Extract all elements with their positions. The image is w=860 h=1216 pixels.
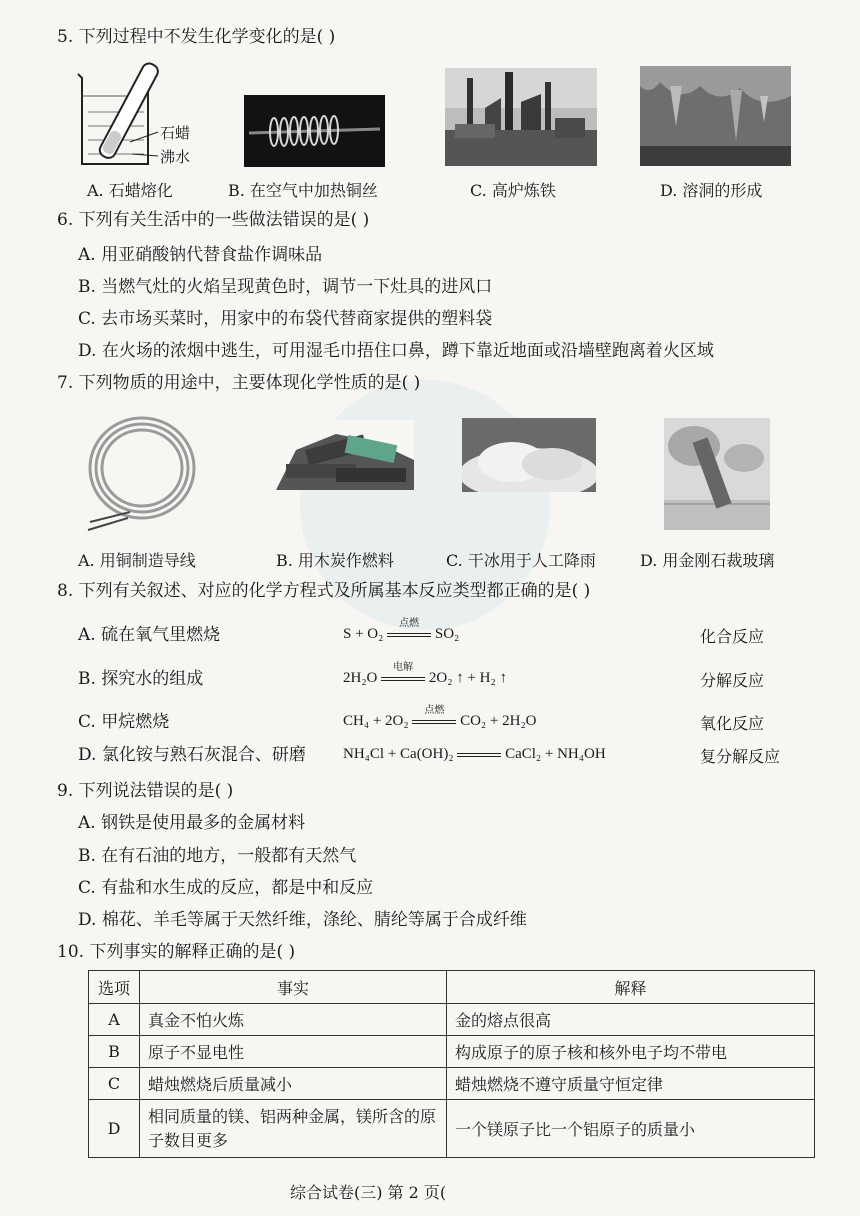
photo-blast-furnace [445,68,597,166]
q9-stem: 9. 下列说法错误的是( ) [57,781,234,801]
q5-option-b: B. 在空气中加热铜丝 [228,181,378,200]
row-option: A [89,1004,140,1036]
q8-row-d-desc: D. 氯化铵与熟石灰混合、研磨 [78,745,306,765]
row-option: D [89,1100,140,1158]
table-row [89,1004,815,1036]
label-paraffin: 石蜡 [160,124,191,142]
q9-option-b: B. 在有石油的地方，一般都有天然气 [78,846,357,866]
q8-row-a-lhs: S + O₂ [343,626,384,642]
q8-row-d-lhs: NH₄Cl + Ca(OH)₂ [343,746,454,762]
table-row [89,1036,815,1068]
header-fact: 事实 [140,971,447,1004]
q8-row-d-equation [343,746,606,763]
q8-row-a-equation [343,618,460,643]
row-explain: 构成原子的原子核和核外电子均不带电 [447,1036,815,1068]
photo-diamond-glass-cutter [664,418,770,530]
q8-row-b-cond: 电解 [393,662,414,673]
q8-row-a-type: 化合反应 [700,627,765,646]
q6-option-b: B. 当燃气灶的火焰呈现黄色时，调节一下灶具的进风口 [78,277,493,297]
q8-row-c-lhs: CH₄ + 2O₂ [343,713,409,729]
row-fact: 相同质量的镁、铝两种金属，镁所含的原子数目更多 [140,1100,447,1158]
q8-row-b-type: 分解反应 [700,671,765,690]
q8-row-a-cond: 点燃 [399,618,420,629]
q6-option-a: A. 用亚硝酸钠代替食盐作调味品 [78,245,323,265]
q8-row-d-rhs: CaCl₂ + NH₄OH [505,746,606,762]
q5-option-a: A. 石蜡熔化 [87,181,173,200]
q9-option-d: D. 棉花、羊毛等属于天然纤维，涤纶、腈纶等属于合成纤维 [78,910,527,930]
row-explain: 金的熔点很高 [447,1004,815,1036]
q6-stem: 6. 下列有关生活中的一些做法错误的是( ) [57,210,370,230]
q8-row-b-equation [343,662,507,687]
q8-row-a-desc: A. 硫在氧气里燃烧 [78,625,221,645]
label-boiling-water: 沸水 [160,148,191,166]
photo-copper-cable [80,410,200,538]
q8-row-c-cond: 点燃 [424,705,445,716]
q8-row-d-arrow [457,746,501,763]
q7-option-b: B. 用木炭作燃料 [276,551,394,570]
photo-dry-ice [462,418,596,492]
photo-karst-cave [640,66,791,166]
q9-option-c: C. 有盐和水生成的反应，都是中和反应 [78,878,374,898]
row-explain: 一个镁原子比一个铝原子的质量小 [447,1100,815,1158]
q10-stem: 10. 下列事实的解释正确的是( ) [57,942,296,962]
q5-option-c: C. 高炉炼铁 [470,181,556,200]
q6-option-d: D. 在火场的浓烟中逃生，可用湿毛巾捂住口鼻，蹲下靠近地面或沿墙壁跑离着火区域 [78,341,714,361]
row-fact: 蜡烛燃烧后质量减小 [140,1068,447,1100]
q8-row-c-equation [343,705,537,730]
q5-option-d: D. 溶洞的形成 [660,181,763,200]
row-fact: 原子不显电性 [140,1036,447,1068]
q8-row-a-rhs: SO₂ [434,626,460,642]
header-option: 选项 [89,971,140,1004]
q8-row-c-arrow [412,705,456,730]
q8-row-a-arrow [387,618,431,643]
header-explain: 解释 [447,971,815,1004]
q7-option-d: D. 用金刚石裁玻璃 [640,551,775,570]
q10-table [88,970,815,1158]
q8-row-b-rhs: 2O₂ ↑ + H₂ ↑ [428,670,507,686]
q8-row-d-type: 复分解反应 [700,747,781,766]
q8-row-b-desc: B. 探究水的组成 [78,669,204,689]
table-row [89,1068,815,1100]
row-fact: 真金不怕火炼 [140,1004,447,1036]
q8-row-c-type: 氧化反应 [700,714,765,733]
q8-row-b-lhs: 2H₂O [343,670,378,686]
q7-option-c: C. 干冰用于人工降雨 [446,551,596,570]
q8-stem: 8. 下列有关叙述、对应的化学方程式及所属基本反应类型都正确的是( ) [57,581,591,601]
q8-row-c-desc: C. 甲烷燃烧 [78,712,170,732]
table-header-row [89,971,815,1004]
q6-option-c: C. 去市场买菜时，用家中的布袋代替商家提供的塑料袋 [78,309,493,329]
q8-row-c-rhs: CO₂ + 2H₂O [460,713,537,729]
q9-option-a: A. 钢铁是使用最多的金属材料 [78,813,306,833]
photo-charcoal [276,420,414,490]
row-option: C [89,1068,140,1100]
q5-stem: 5. 下列过程中不发生化学变化的是( ) [57,27,336,47]
q8-row-b-arrow [381,662,425,687]
row-explain: 蜡烛燃烧不遵守质量守恒定律 [447,1068,815,1100]
q7-option-a: A. 用铜制造导线 [78,551,196,570]
q7-stem: 7. 下列物质的用途中，主要体现化学性质的是( ) [57,373,421,393]
page-footer: 综合试卷(三) 第 2 页( [290,1183,447,1202]
photo-copper-wire [244,95,385,167]
table-row [89,1100,815,1158]
row-option: B [89,1036,140,1068]
